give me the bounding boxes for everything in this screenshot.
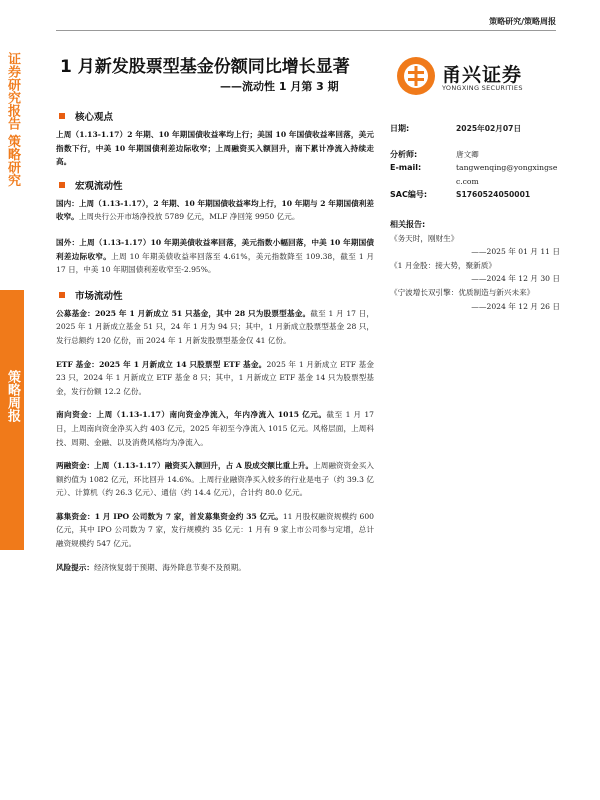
header-divider <box>56 30 556 31</box>
sidebar-upper-text: 证券研究报告 策略研究 <box>5 52 20 187</box>
sac-number: S1760524050001 <box>456 190 531 200</box>
macro-domestic-paragraph: 国内：上周（1.13-1.17），2 年期、10 年期国债收益率均上行，10 年期与 2 年期国债利差收窄。上周央行公开市场净投放 5789 亿元，MLF 净回笼 9950 亿元。 <box>56 198 374 222</box>
analyst-name: 唐文卿 <box>456 149 479 159</box>
related-report-date: ——2025 年 01 月 11 日 <box>471 247 560 257</box>
report-title: 1 月新发股票型基金份额同比增长显著 <box>60 57 350 77</box>
main-content <box>56 108 374 574</box>
market-fundraising-paragraph: 募集资金：1 月 IPO 公司数为 7 家，首发募集资金约 35 亿元。11 月股权融资规模约 600 亿元，其中 IPO 公司数为 7 家，发行规模约 35 亿元：1 月有 9 家上市公司参与定增，总计融资规模约 547 亿元。 <box>56 511 375 549</box>
sidebar-lower-text: 策略周报 <box>5 370 20 422</box>
market-mutual-fund-paragraph: 公募基金：2025 年 1 月新成立 51 只基金，其中 28 只为股票型基金。截至 1 月 17 日，2025 年 1 月新成立基金 51 只，24 年 1 月为 94 只；其中，1 月新成立股票型基金 28 只，发行总额约 120 亿份，而 2024 年 1 月新发股票型基金仅 41 亿份。 <box>56 308 374 345</box>
related-report-date: ——2024 年 12 月 30 日 <box>471 274 560 284</box>
sidebar <box>0 0 24 800</box>
related-report-title[interactable]: 《宁波增长双引擎：优质制造与新兴未来》 <box>390 287 535 297</box>
logo-name-en: YONGXING SECURITIES <box>442 84 523 92</box>
related-report-date: ——2024 年 12 月 26 日 <box>471 301 560 311</box>
section-heading-core: 核心观点 <box>56 108 374 124</box>
yongxing-logo-icon <box>396 56 436 96</box>
core-view-text: 上周（1.13-1.17）2 年期、10 年期国债收益率均上行；美国 10 年国债收益率回落，美元指数下行，中美 10 年期国债利差边际收窄；上周融资买入额回升，南下累计净流入持续走高。 <box>56 130 374 167</box>
risk-warning: 风险提示：经济恢复弱于预期、海外降息节奏不及预期。 <box>56 562 246 572</box>
info-sac-row: SAC编号: S1760524050001 <box>390 188 560 202</box>
related-reports-title: 相关报告: <box>390 219 426 229</box>
info-email-row: E-mail: tangwenqing@yongxingsec.com <box>390 161 560 188</box>
related-report-title[interactable]: 《务天时，刚财生》 <box>390 233 459 243</box>
section-bullet-icon <box>59 292 65 298</box>
report-info-panel <box>390 122 560 313</box>
analyst-email[interactable]: tangwenqing@yongxingsec.com <box>456 163 558 186</box>
macro-overseas-paragraph: 国外：上周（1.13-1.17）10 年期美债收益率回落，美元指数小幅回落，中美 10 年期国债利差边际收窄。上周 10 年期美债收益率回落至 4.61%，美元指数降至 109.38，截至 1 月 17 日，中美 10 年期国债利差收窄至-2.95%。 <box>56 237 375 275</box>
section-bullet-icon <box>59 113 65 119</box>
report-subtitle: ——流动性 1 月第 3 期 <box>220 80 339 93</box>
market-southbound-paragraph: 南向资金：上周（1.13-1.17）南向资金净流入，年内净流入 1015 亿元。截至 1 月 17 日，上周南向资金净买入约 403 亿元，2025 年初至今净流入 1015 亿元。风格层面，上周科技、周期、金融、以及消费风格均为净流入。 <box>56 410 374 447</box>
section-heading-macro: 宏观流动性 <box>56 177 374 193</box>
market-etf-paragraph: ETF 基金：2025 年 1 月新成立 14 只股票型 ETF 基金。2025 年 1 月新成立 ETF 基金 23 只，2024 年 1 月新成立 ETF 基金 8 只；其中，1 月新成立 ETF 基金 14 只为股票型基金，发行份额 12.2 亿份。 <box>56 359 375 396</box>
info-analyst-row: 分析师: 唐文卿 <box>390 148 560 162</box>
section-bullet-icon <box>59 182 65 188</box>
company-logo <box>396 52 556 98</box>
report-category-tag: 策略研究/策略周报 <box>489 16 556 26</box>
logo-name-cn: 甬兴证券 <box>442 64 523 86</box>
info-date-row: 日期: 2025年02月07日 <box>390 122 560 136</box>
section-heading-market: 市场流动性 <box>56 287 374 303</box>
market-margin-paragraph: 两融资金：上周（1.13-1.17）融资买入额回升，占 A 股成交额比重上升。上周融资资金买入额约值为 1082 亿元，环比回升 14.6%。上周行业融资净买入较多的行业是电子（约 39.3 亿元）、计算机（约 26.3 亿元）、通信（约 14.4 亿元），合计约 80.0 亿元。 <box>56 461 374 498</box>
related-report-title[interactable]: 《1 月金股：接大势，聚新质》 <box>390 260 496 270</box>
report-date: 2025年02月07日 <box>456 124 522 133</box>
